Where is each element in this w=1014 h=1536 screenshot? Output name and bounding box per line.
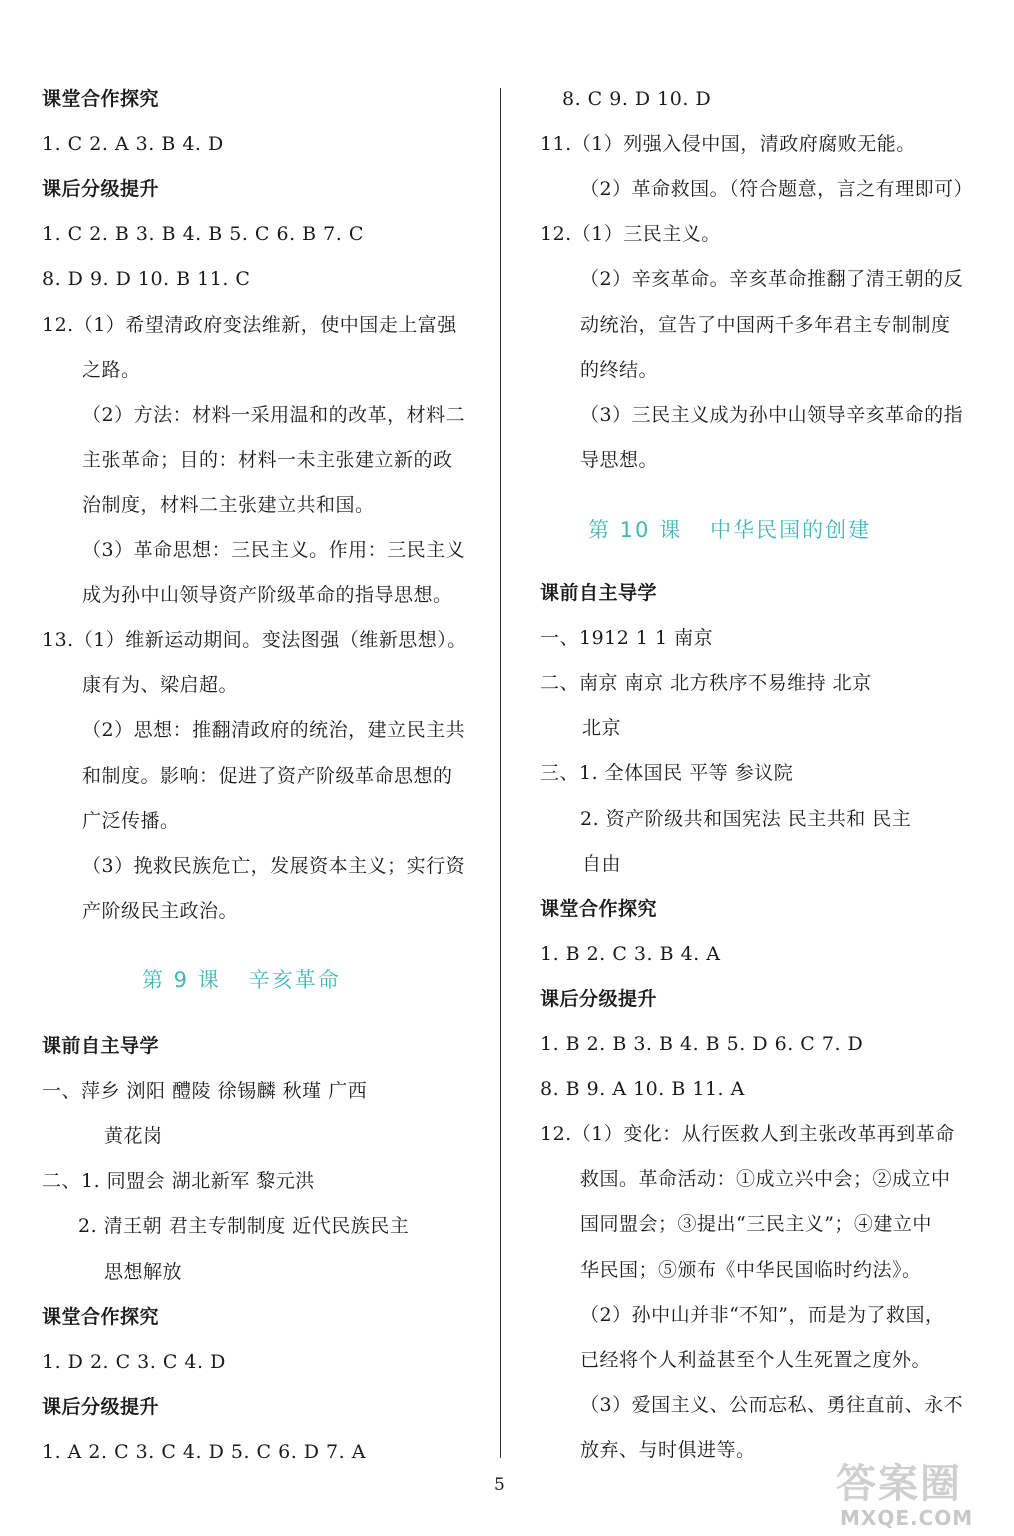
answer-line: （2）思想：推翻清政府的统治，建立民主共 — [82, 719, 466, 742]
answer-line: 放弃、与时俱进等。 — [580, 1438, 756, 1461]
section-heading: 课后分级提升 — [42, 1395, 160, 1418]
column-divider — [500, 88, 501, 1458]
lesson-number: 第 10 课 — [588, 518, 683, 542]
answer-line: （2）方法：材料一采用温和的改革，材料二 — [82, 403, 466, 426]
answer-line: 北京 — [582, 717, 622, 740]
section-heading: 课后分级提升 — [540, 987, 658, 1010]
lesson-heading-10 — [588, 514, 871, 544]
answer-line: （3）爱国主义、公而忘私、勇往直前、永不 — [580, 1393, 964, 1416]
answer-line: 一、1912 1 1 南京 — [540, 627, 714, 650]
answer-line: （2）革命救国。（符合题意，言之有理即可） — [580, 178, 974, 201]
answer-line: 1. C 2. B 3. B 4. B 5. C 6. B 7. C — [42, 223, 364, 246]
answer-line: 2. 资产阶级共和国宪法 民主共和 民主 — [580, 807, 912, 830]
answer-line: 黄花岗 — [104, 1125, 163, 1148]
answer-line: 11.（1）列强入侵中国，清政府腐败无能。 — [540, 133, 916, 156]
answer-line: 1. B 2. B 3. B 4. B 5. D 6. C 7. D — [540, 1033, 864, 1055]
answer-line: 成为孙中山领导资产阶级革命的指导思想。 — [82, 584, 453, 607]
answer-line: （2）辛亥革命。辛亥革命推翻了清王朝的反 — [580, 268, 964, 291]
answer-line: 已经将个人利益甚至个人生死置之度外。 — [580, 1348, 932, 1371]
answer-line: 13.（1）维新运动期间。变法图强（维新思想）。 — [42, 629, 467, 652]
answer-line: 1. C 2. A 3. B 4. D — [42, 133, 224, 156]
answer-line: 12.（1）希望清政府变法维新，使中国走上富强 — [42, 313, 457, 336]
answer-line: 导思想。 — [580, 448, 659, 471]
answer-line: 二、南京 南京 北方秩序不易维持 北京 — [540, 672, 872, 695]
lesson-title: 辛亥革命 — [248, 968, 341, 992]
answer-line: （3）三民主义成为孙中山领导辛亥革命的指 — [580, 403, 964, 426]
answer-line: 华民国；⑤颁布《中华民国临时约法》。 — [580, 1258, 922, 1281]
answer-line: 8. D 9. D 10. B 11. C — [42, 268, 251, 291]
lesson-number: 第 9 课 — [142, 968, 221, 992]
answer-line: 产阶级民主政治。 — [82, 899, 239, 922]
answer-line: 1. D 2. C 3. C 4. D — [42, 1350, 226, 1373]
answer-line: 的终结。 — [580, 358, 659, 381]
answer-line: 之路。 — [82, 358, 141, 381]
answer-line: （3）革命思想：三民主义。作用：三民主义 — [82, 539, 466, 561]
answer-line: （3）挽救民族危亡，发展资本主义；实行资 — [82, 854, 466, 877]
answer-line: 思想解放 — [104, 1260, 183, 1283]
answer-line: 广泛传播。 — [82, 809, 180, 832]
answer-line: 动统治，宣告了中国两千多年君主专制制度 — [580, 313, 951, 336]
answer-line: （2）孙中山并非“不知”，而是为了救国， — [580, 1303, 945, 1326]
answer-line: 和制度。影响：促进了资产阶级革命思想的 — [82, 764, 453, 787]
answer-line: 救国。革命活动：①成立兴中会；②成立中 — [580, 1168, 951, 1191]
answer-line: 自由 — [582, 852, 622, 875]
answer-line: 1. B 2. C 3. B 4. A — [540, 942, 721, 965]
lesson-title: 中华民国的创建 — [710, 518, 872, 542]
answer-line: 国同盟会；③提出“三民主义”；④建立中 — [580, 1213, 932, 1236]
answer-line: 一、萍乡 浏阳 醴陵 徐锡麟 秋瑾 广西 — [42, 1080, 368, 1103]
answer-line: 1. A 2. C 3. C 4. D 5. C 6. D 7. A — [42, 1440, 366, 1463]
watermark-text-top: 答案圈 — [836, 1461, 962, 1507]
section-heading: 课堂合作探究 — [540, 897, 658, 920]
watermark-text-bottom: MXQE.COM — [840, 1506, 974, 1530]
page-number: 5 — [494, 1475, 505, 1495]
section-heading: 课堂合作探究 — [42, 1305, 160, 1328]
answer-line: 12.（1）三民主义。 — [540, 223, 721, 246]
answer-line: 2. 清王朝 君主专制制度 近代民族民主 — [78, 1215, 410, 1238]
answer-line: 康有为、梁启超。 — [82, 674, 239, 697]
section-heading: 课后分级提升 — [42, 178, 160, 201]
section-heading: 课前自主导学 — [540, 582, 658, 604]
lesson-heading-9 — [142, 964, 341, 994]
answer-line: 主张革命；目的：材料一未主张建立新的政 — [82, 448, 453, 471]
answer-line: 治制度，材料二主张建立共和国。 — [82, 493, 375, 516]
watermark-logo — [836, 1462, 1006, 1532]
section-heading: 课前自主导学 — [42, 1035, 160, 1057]
answer-line: 二、1. 同盟会 湖北新军 黎元洪 — [42, 1170, 315, 1193]
answer-line: 12.（1）变化：从行医救人到主张改革再到革命 — [540, 1123, 955, 1146]
answer-line: 8. B 9. A 10. B 11. A — [540, 1078, 745, 1101]
answer-line: 三、1. 全体国民 平等 参议院 — [540, 762, 794, 785]
section-heading: 课堂合作探究 — [42, 88, 160, 110]
answer-line: 8. C 9. D 10. D — [562, 88, 712, 110]
